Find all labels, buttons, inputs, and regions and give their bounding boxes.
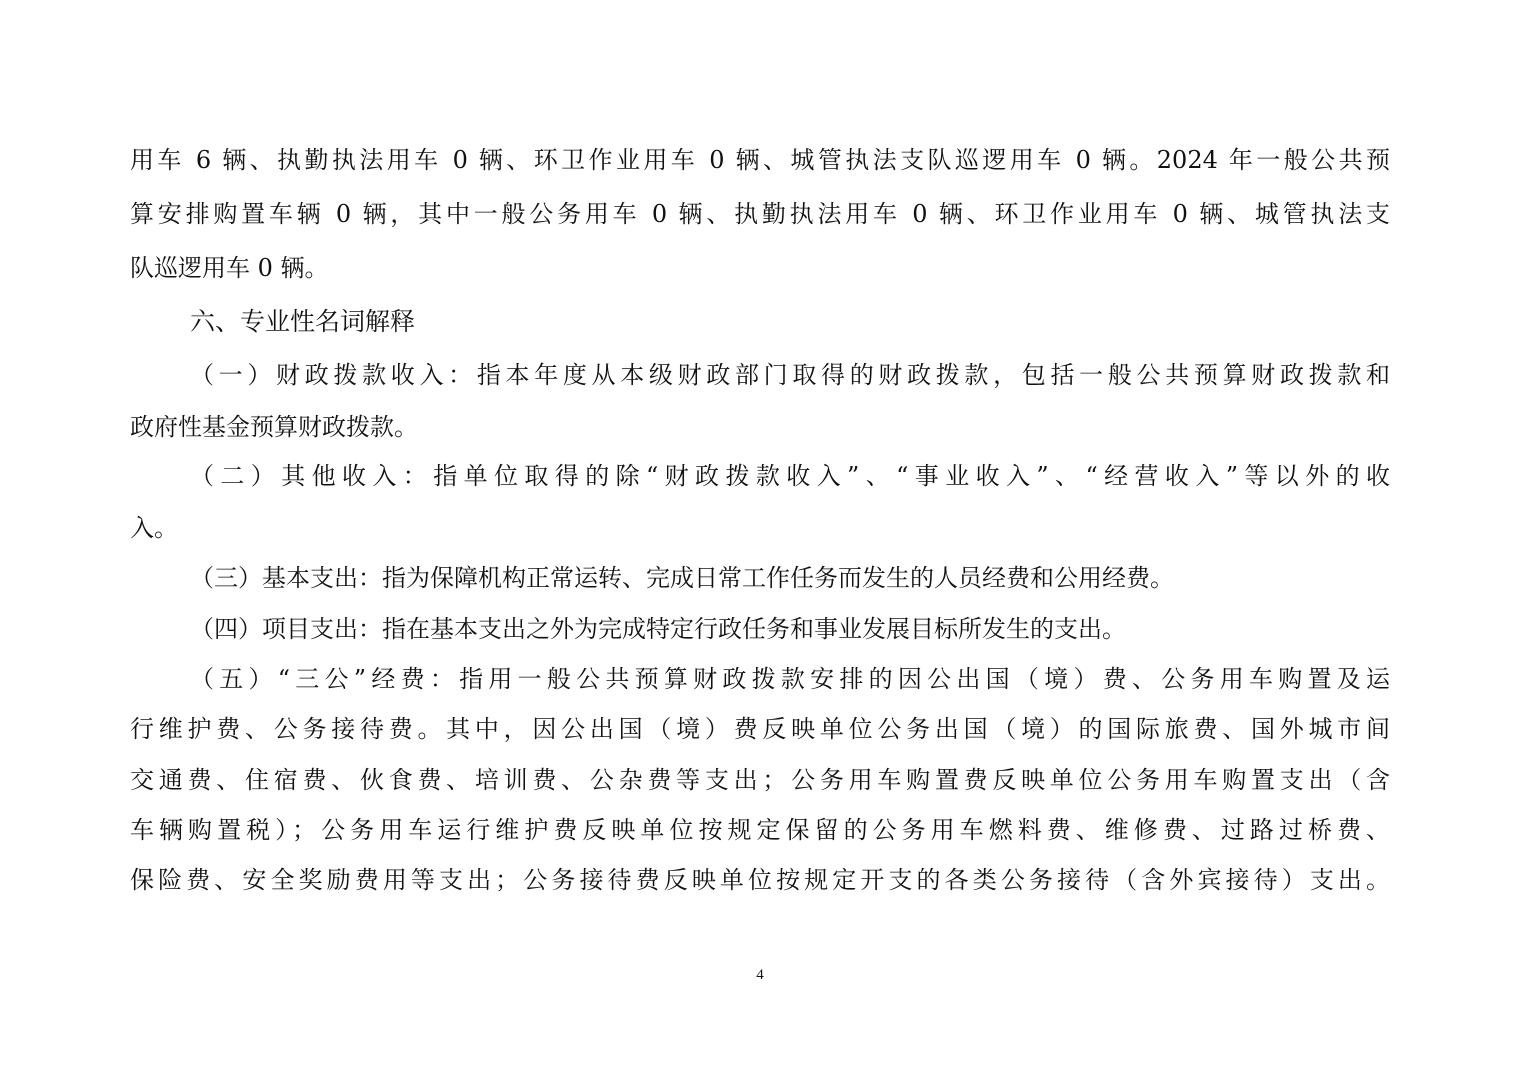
definition-item-5: （五）“三公”经费：指用一般公共预算财政拨款安排的因公出国（境）费、公务用车购置及运 (190, 665, 1390, 693)
body-text-line: 用车 6 辆、执勤执法用车 0 辆、环卫作业用车 0 辆、城管执法支队巡逻用车 0 辆。2024 年一般公共预 (130, 146, 1390, 174)
body-text-line: 队巡逻用车 0 辆。 (130, 254, 329, 282)
body-text-line: 入。 (130, 514, 178, 542)
body-text-line: 车辆购置税）；公务用车运行维护费反映单位按规定保留的公务用车燃料费、维修费、过路过桥费、 (130, 816, 1390, 844)
page-number: 4 (756, 967, 764, 983)
body-text-line: 交通费、住宿费、伙食费、培训费、公杂费等支出；公务用车购置费反映单位公务用车购置支出（含 (130, 766, 1390, 794)
body-text-line: 行维护费、公务接待费。其中，因公出国（境）费反映单位公务出国（境）的国际旅费、国外城市间 (130, 715, 1390, 743)
definition-item-2: （二）其他收入：指单位取得的除“财政拨款收入”、“事业收入”、“经营收入”等以外的收 (190, 462, 1390, 490)
body-text-line: 算安排购置车辆 0 辆，其中一般公务用车 0 辆、执勤执法用车 0 辆、环卫作业用车 0 辆、城管执法支 (130, 200, 1390, 228)
definition-item-4: （四）项目支出：指在基本支出之外为完成特定行政任务和事业发展目标所发生的支出。 (190, 615, 1126, 643)
definition-item-1: （一）财政拨款收入：指本年度从本级财政部门取得的财政拨款，包括一般公共预算财政拨款和 (190, 361, 1390, 389)
body-text-line: 政府性基金预算财政拨款。 (130, 413, 418, 441)
section-heading: 六、专业性名词解释 (190, 307, 416, 336)
definition-item-3: （三）基本支出：指为保障机构正常运转、完成日常工作任务而发生的人员经费和公用经费。 (190, 564, 1174, 592)
body-text-line: 保险费、安全奖励费用等支出；公务接待费反映单位按规定开支的各类公务接待（含外宾接待）支出。 (130, 866, 1390, 894)
